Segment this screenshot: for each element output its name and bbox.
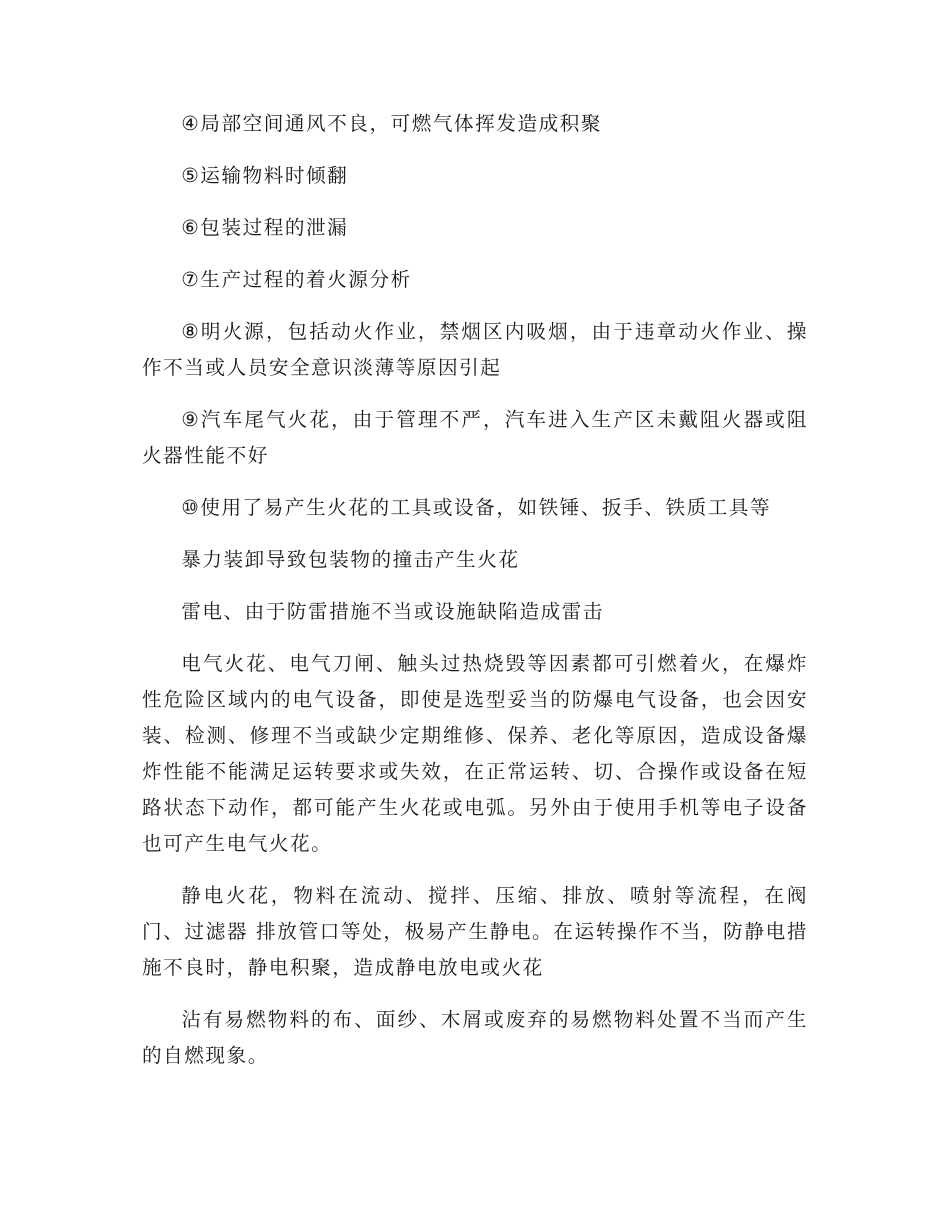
- paragraph-4: ⑦生产过程的着火源分析: [181, 268, 412, 291]
- paragraph-8: 暴力装卸导致包装物的撞击产生火花: [181, 548, 520, 571]
- paragraph-5: ⑧明火源，包括动火作业，禁烟区内吸烟，由于违章动火作业、操作不当或人员安全意识淡薄等原因引起: [142, 320, 808, 379]
- paragraph-11: 静电火花，物料在流动、搅拌、压缩、排放、喷射等流程，在阀门、过滤器 排放管口等处，极易产生静电。在运转操作不当，防静电措施不良时，静电积聚，造成静电放电或火花: [142, 884, 808, 979]
- paragraph-1: ④局部空间通风不良，可燃气体挥发造成积聚: [181, 112, 603, 135]
- paragraph-3: ⑥包装过程的泄漏: [181, 216, 349, 239]
- paragraph-12: 沾有易燃物料的布、面纱、木屑或废弃的易燃物料处置不当而产生的自燃现象。: [142, 1008, 808, 1067]
- paragraph-9: 雷电、由于防雷措施不当或设施缺陷造成雷击: [181, 600, 605, 623]
- document-page: [142, 106, 808, 1074]
- paragraph-6: ⑨汽车尾气火花，由于管理不严，汽车进入生产区未戴阻火器或阻火器性能不好: [142, 408, 808, 467]
- paragraph-10: 电气火花、电气刀闸、触头过热烧毁等因素都可引燃着火，在爆炸性危险区域内的电气设备，即使是选型妥当的防爆电气设备，也会因安装、检测、修理不当或缺少定期维修、保养、老化等原因，造成设备爆炸性能不能满足运转要求或失效，在正常运转、切、合操作或设备在短路状态下动作，都可能产生火花或电弧。另外由于使用手机等电子设备也可产生电气火花。: [142, 652, 808, 855]
- paragraph-2: ⑤运输物料时倾翻: [181, 164, 349, 187]
- paragraph-7: ⑩使用了易产生火花的工具或设备，如铁锤、扳手、铁质工具等: [181, 496, 772, 519]
